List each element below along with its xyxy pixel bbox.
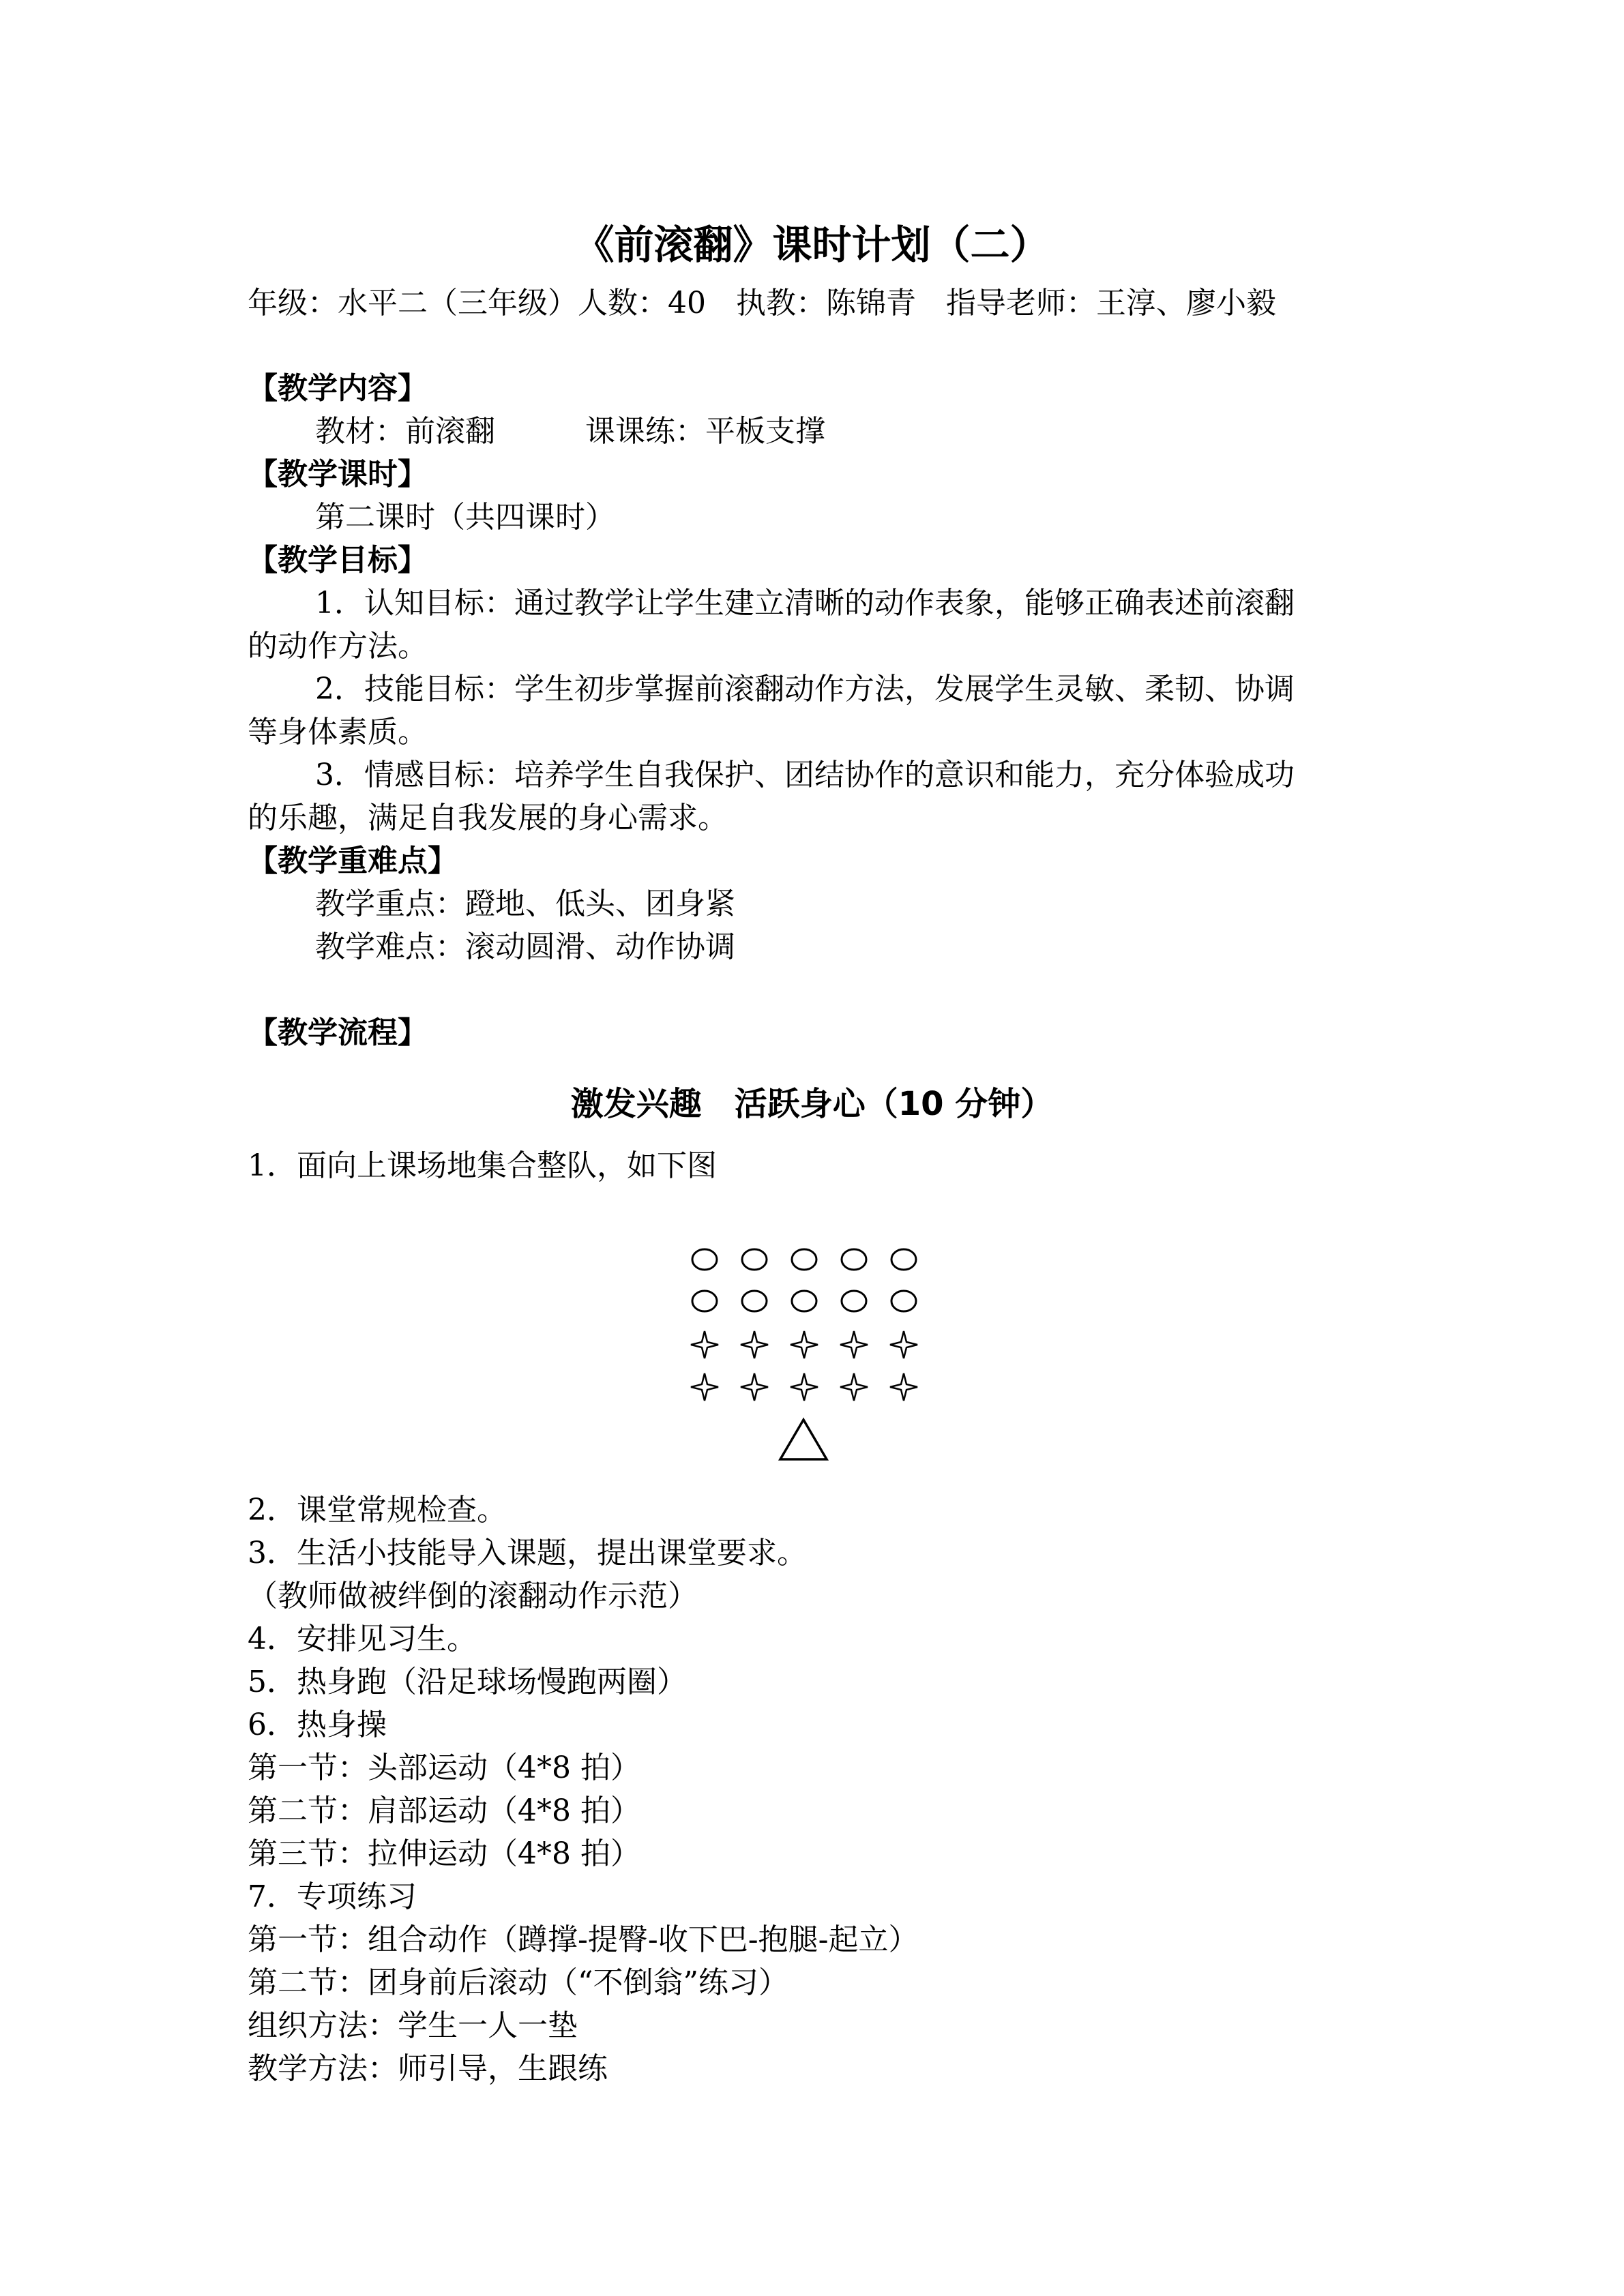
student-star-marker [741, 1373, 768, 1401]
step-4: 4．安排见习生。 [248, 1622, 477, 1656]
difficult-point: 教学难点：滚动圆滑、动作协调 [315, 929, 735, 964]
student-circle-marker [742, 1249, 767, 1270]
formation-marks [691, 1249, 917, 1459]
part-title: 激发兴趣 活跃身心（10 分钟） [570, 1085, 1054, 1123]
goal-2-line-2: 等身体素质。 [248, 715, 428, 749]
student-star-marker [691, 1331, 718, 1358]
student-star-marker [840, 1373, 868, 1401]
student-circle-marker [842, 1291, 866, 1311]
organization-method: 组织方法：学生一人一垫 [248, 2008, 578, 2043]
student-star-marker [741, 1331, 768, 1358]
step-2: 2．课堂常规检查。 [248, 1493, 507, 1527]
goal-2-line-1: 2．技能目标：学生初步掌握前滚翻动作方法，发展学生灵敏、柔韧、协调 [315, 672, 1295, 706]
info-line: 年级：水平二（三年级）人数：40 执教：陈锦青 指导老师：王淳、廖小毅 [248, 286, 1276, 320]
goal-1-line-2: 的动作方法。 [248, 629, 428, 664]
goal-3-line-2: 的乐趣，满足自我发展的身心需求。 [248, 801, 728, 835]
student-circle-marker [792, 1291, 816, 1311]
student-circle-marker [692, 1291, 717, 1311]
hours-text: 第二课时（共四课时） [315, 500, 615, 535]
step-7: 7．专项练习 [248, 1879, 417, 1914]
teaching-method: 教学方法：师引导，生跟练 [248, 2051, 608, 2086]
goal-3-line-1: 3．情感目标：培养学生自我保护、团结协作的意识和能力，充分体验成功 [315, 758, 1295, 792]
exercise-section-3: 第三节：拉伸运动（4*8 拍） [248, 1836, 640, 1871]
goals-heading: 【教学目标】 [248, 543, 428, 578]
exercise-section-1: 第一节：头部运动（4*8 拍） [248, 1750, 640, 1785]
key-heading: 【教学重难点】 [248, 844, 458, 878]
special-practice-2: 第二节：团身前后滚动（“不倒翁”练习） [248, 1965, 788, 2000]
exercise-section-2: 第二节：肩部运动（4*8 拍） [248, 1793, 640, 1828]
step-3: 3．生活小技能导入课题，提出课堂要求。 [248, 1536, 807, 1570]
student-star-marker [791, 1373, 818, 1401]
student-circle-marker [842, 1249, 866, 1270]
student-circle-marker [891, 1291, 916, 1311]
hours-heading: 【教学课时】 [248, 457, 428, 492]
student-star-marker [890, 1331, 917, 1358]
flow-heading: 【教学流程】 [248, 1015, 428, 1050]
key-point: 教学重点：蹬地、低头、团身紧 [315, 886, 735, 921]
student-star-marker [691, 1373, 718, 1401]
student-circle-marker [742, 1291, 767, 1311]
goal-1-line-1: 1．认知目标：通过教学让学生建立清晰的动作表象，能够正确表述前滚翻 [315, 586, 1295, 621]
content-text: 教材：前滚翻 课课练：平板支撑 [315, 414, 825, 449]
student-star-marker [840, 1331, 868, 1358]
student-circle-marker [891, 1249, 916, 1270]
content-heading: 【教学内容】 [248, 371, 428, 406]
student-star-marker [890, 1373, 917, 1401]
student-circle-marker [792, 1249, 816, 1270]
teacher-triangle-marker [780, 1420, 827, 1459]
document-title: 《前滚翻》课时计划（二） [574, 222, 1050, 268]
student-circle-marker [692, 1249, 717, 1270]
step-3-note: （教师做被绊倒的滚翻动作示范） [248, 1579, 698, 1613]
step-1: 1．面向上课场地集合整队，如下图 [248, 1148, 717, 1183]
step-6: 6．热身操 [248, 1708, 387, 1742]
student-star-marker [791, 1331, 818, 1358]
step-5: 5．热身跑（沿足球场慢跑两圈） [248, 1665, 687, 1699]
special-practice-1: 第一节：组合动作（蹲撑-提臀-收下巴-抱腿-起立） [248, 1922, 919, 1957]
